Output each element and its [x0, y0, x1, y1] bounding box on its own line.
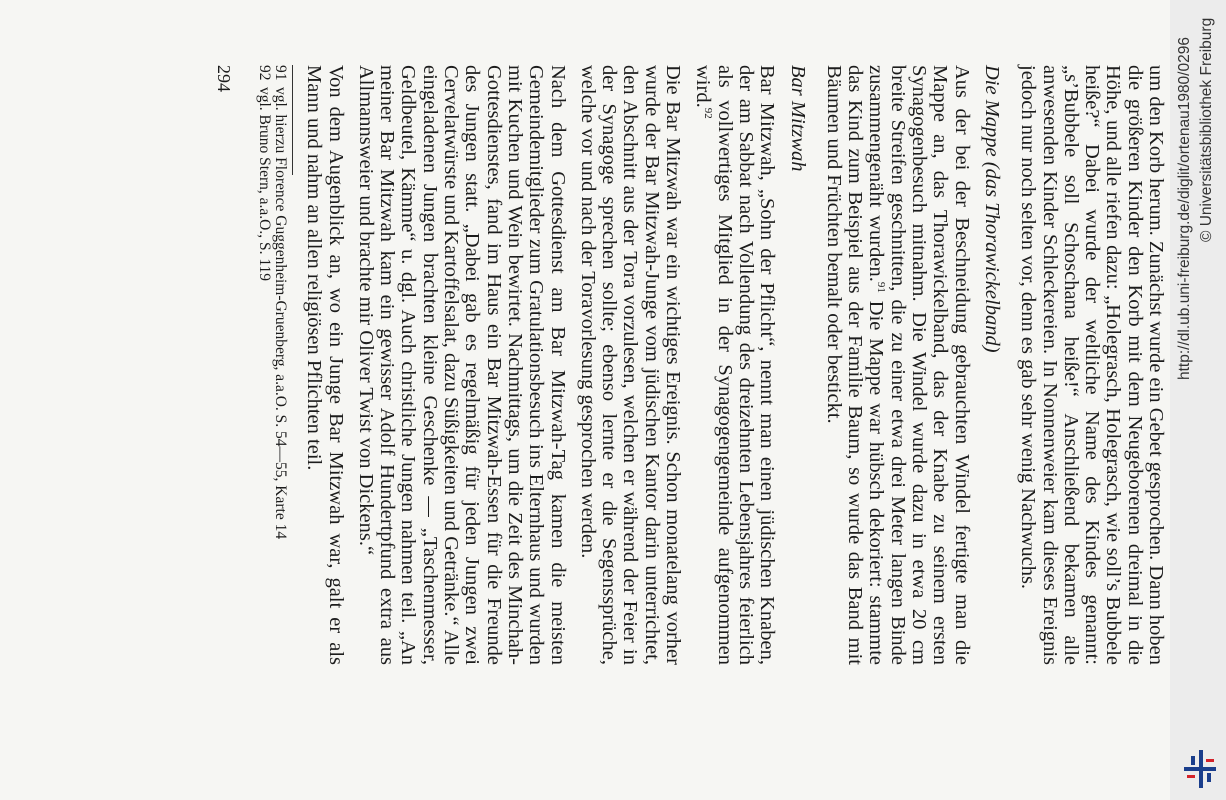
footnote-text: vgl. hierzu Florence Guggenheim-Gruenberg, a.a.O. S. 54—55, Karte 14 [272, 87, 290, 540]
paragraph-1: um den Korb herum. Zunächst wurde ein Gebet gesprochen. Dann hoben die größeren Kinder den Korb mit dem Neugeborenen dreimal in die Höhe, und alle riefen dazu: „Holegrasch, Holegrasch, wie soll’s Bubbele heiße?“ Dabei wurde der weltliche Name des Kindes genannt: „s’Bubbele soll Schoschana heiße!“ Anschließend bekamen alle anwesenden Kinder Schleckereien. In Nonnenweier kam dieses Ereignis jedoch nur noch selten vor, denn es gab sehr wenig Nachwuchs. [1017, 65, 1167, 666]
footnote-91 [272, 65, 288, 665]
paragraph-2-text: Aus der bei der Beschneidung gebrauchten Windel fertigte man die Mappe an, das Thorawickelband, das der Knabe zu seinem ersten Synagogenbesuch mitnahm. Die Windel wurde dazu in etwa 20 cm breite Streifen geschnitten, die zu einer etwa drei Meter langen Binde zusammengenäht wurden. [865, 65, 973, 665]
footnote-ref-92[interactable]: 92 [702, 107, 715, 119]
footnote-92 [256, 65, 272, 665]
attribution-strip [1170, 0, 1226, 800]
section-heading-bar-mitzwah: Bar Mitzwah [786, 65, 809, 172]
paragraph-4: Die Bar Mitzwah war ein wichtiges Ereignis. Schon monatelang vorher wurde der Bar Mitzwah-Junge vom jüdischen Kantor darin unterrichtet, den Abschnitt aus der Tora vorzulesen, welchen er während der Feier in der Synagoge sprechen sollte; ebenso lernte er die Segenssprüche, welche vor und nach der Toravorlesung gesprochen werden. [576, 65, 685, 665]
footnote-number: 92 [256, 65, 274, 81]
footnote-number: 91 [272, 65, 290, 81]
page-number: 294 [214, 65, 235, 92]
paragraph-3 [692, 65, 777, 665]
paragraph-3-text: Bar Mitzwah, „Sohn der Pflicht“, nennt man einen jüdischen Knaben, der am Sabbat nach Vollendung des dreizehnten Lebensjahres feierlich als vollwertiges Mitglied in der Synagogengemeinde aufgenommen wird. [692, 65, 779, 665]
paragraph-6: Von dem Augenblick an, wo ein Junge Bar Mitzwah war, galt er als Mann und nahm an allen religiösen Pflichten teil. [303, 65, 347, 665]
paragraph-2 [823, 65, 972, 665]
paragraph-5: Nach dem Gottesdienst am Bar Mitzwah-Tag kamen die meisten Gemeindemitglieder zum Gratulationsbesuch ins Elternhaus und wurden mit Kuchen und Wein bewirtet. Nachmittags, um die Zeit des Minchah-Gottesdienstes, fand im Haus ein Bar Mitzwah-Essen für die Freunde des Jungen statt. „Dabei gab es regelmäßig für jeden Jungen zwei Cervelatwürste und Kartoffelsalat, dazu Süßigkeiten und Getränke.“ Alle eingeladenen Jungen brachten kleine Geschenke — „Taschenmesser, Geldbeutel, Kämme“ u. dgl. Auch christliche Jungen nahmen teil. „An meiner Bar Mitzwah kam ein gewisser Adolf Hundertpfund extra aus Allmannsweier und brachte mir Oliver Twist von Dickens.“ [354, 65, 569, 665]
copyright-notice: © Universitätsbibliothek Freiburg [1198, 17, 1215, 242]
section-heading-mappe: Die Mappe (das Thorawickelband) [980, 65, 1003, 353]
footnote-text: vgl. Bruno Stern, a.a.O., S. 119 [256, 87, 274, 282]
source-url[interactable]: http://dl.ub.uni-freiburg.de/diglit/ortenau1980/0296 [1176, 37, 1193, 380]
page-text-column [213, 65, 1166, 665]
ub-freiburg-logo-icon [1182, 750, 1218, 788]
paragraph-2-tail: Die Mappe war hübsch dekoriert: stammte das Kind zum Beispiel aus der Familie Baum, so wurde das Band mit Bäumen und Früchten bemalt oder bestickt. [822, 65, 888, 665]
footnote-ref-91[interactable]: 91 [875, 281, 888, 293]
